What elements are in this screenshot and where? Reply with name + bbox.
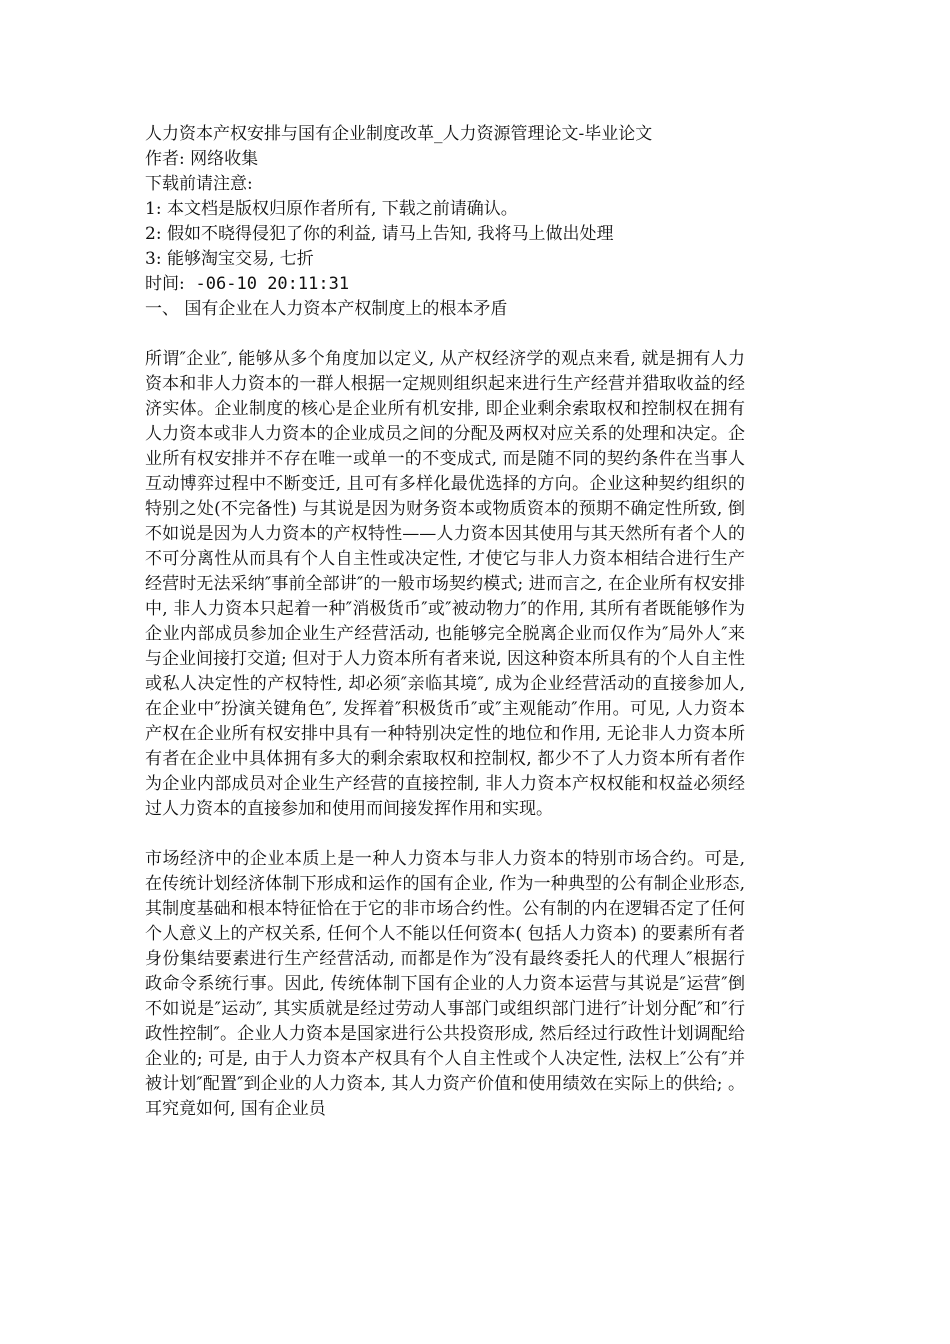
document-page bbox=[145, 122, 745, 1122]
notice-item: 3: 能够淘宝交易, 七折 bbox=[145, 249, 314, 269]
paragraph-spacer bbox=[145, 822, 745, 847]
document-title: 人力资本产权安排与国有企业制度改革_人力资源管理论文-毕业论文 bbox=[145, 124, 653, 144]
notice-item: 2: 假如不晓得侵犯了你的利益, 请马上告知, 我将马上做出处理 bbox=[145, 224, 614, 244]
time-line bbox=[145, 272, 745, 297]
notice-item: 1: 本文档是版权归原作者所有, 下载之前请确认。 bbox=[145, 199, 518, 219]
time-label: 时间: bbox=[145, 274, 185, 294]
author-line: 作者: 网络收集 bbox=[145, 149, 259, 169]
body-paragraph: 所谓″企业″, 能够从多个角度加以定义, 从产权经济学的观点来看, 就是拥有人力资本和非人力资本的一群人根据一定规则组织起来进行生产经营并猎取收益的经济实体。企业制度的核心是企业所有机安排, 即企业剩余索取权和控制权在拥有人力资本或非人力资本的企业成员之间的分配及两权对应关系的处理和决定。企业所有权安排并不存在唯一或单一的不变成式, 而是随不同的契约条件在当事人互动博弈过程中不断变迁, 且可有多样化最优选择的方向。企业这种契约组织的特别之处(不完备性) 与其说是因为财务资本或物质资本的预期不确定性所致, 倒不如说是因为人力资本的产权特性——人力资本因其使用与其天然所有者个人的不可分离性从而具有个人自主性或决定性, 才使它与非人力资本相结合进行生产经营时无法采纳″事前全部讲″的一般市场契约模式; 进而言之, 在企业所有权安排中, 非人力资本只起着一种″消极货币″或″被动物力″的作用, 其所有者既能够作为企业内部成员参加企业生产经营活动, 也能够完全脱离企业而仅作为″局外人″来与企业间接打交道; 但对于人力资本所有者来说, 因这种资本所具有的个人自主性或私人决定性的产权特性, 却必须″亲临其境″, 成为企业经营活动的直接参加人, 在企业中″扮演关键角色″, 发挥着″积极货币″或″主观能动″作用。可见, 人力资本产权在企业所有权安排中具有一种特别决定性的地位和作用, 无论非人力资本所有者在企业中具体拥有多大的剩余索取权和控制权, 都少不了人力资本所有者作为企业内部成员对企业生产经营的直接控制, 非人力资本产权权能和权益必须经过人力资本的直接参加和使用而间接发挥作用和实现。 bbox=[145, 349, 745, 819]
time-value: -06-10 20:11:31 bbox=[195, 274, 350, 294]
paragraph-spacer bbox=[145, 322, 745, 347]
section-heading: 一、 国有企业在人力资本产权制度上的根本矛盾 bbox=[145, 299, 508, 319]
notice-heading: 下载前请注意: bbox=[145, 174, 253, 194]
body-paragraph: 市场经济中的企业本质上是一种人力资本与非人力资本的特别市场合约。可是, 在传统计划经济体制下形成和运作的国有企业, 作为一种典型的公有制企业形态, 其制度基础和根本特征恰在于它的非市场合约性。公有制的内在逻辑否定了任何个人意义上的产权关系, 任何个人不能以任何资本( 包括人力资本) 的要素所有者身份集结要素进行生产经营活动, 而都是作为″没有最终委托人的代理人″根据行政命令系统行事。因此, 传统体制下国有企业的人力资本运营与其说是″运营″倒不如说是″运动″, 其实质就是经过劳动人事部门或组织部门进行″计划分配″和″行政性控制″。企业人力资本是国家进行公共投资形成, 然后经过行政性计划调配给企业的; 可是, 由于人力资本产权具有个人自主性或个人决定性, 法权上″公有″并被计划″配置″到企业的人力资本, 其人力资产价值和使用绩效在实际上的供给; 。耳究竟如何, 国有企业员 bbox=[145, 849, 745, 1119]
